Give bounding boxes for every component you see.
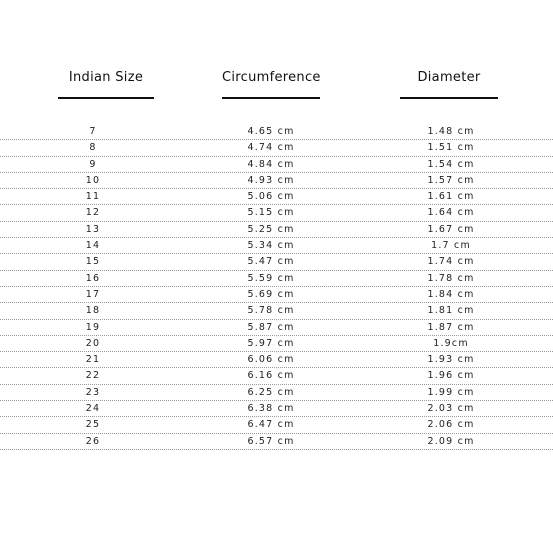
cell-circumference: 5.25 cm [247,223,295,235]
cell-indian-size: 25 [85,419,101,431]
table-row [0,254,553,270]
cell-indian-size: 22 [85,370,101,382]
column-header-label: Circumference [222,70,321,85]
table-row [0,352,553,368]
cell-indian-size: 7 [89,126,97,137]
cell-circumference: 6.47 cm [247,419,295,431]
cell-circumference: 5.59 cm [247,272,295,284]
table-row [0,287,553,303]
cell-indian-size: 26 [85,435,101,447]
cell-indian-size: 12 [85,207,101,219]
cell-diameter: 1.84 cm [427,288,475,300]
cell-circumference: 5.15 cm [247,207,295,219]
column-header-circumference [222,70,320,99]
column-header-label: Indian Size [68,70,144,85]
cell-indian-size: 14 [85,240,101,252]
cell-diameter: 1.99 cm [427,386,475,398]
table-row [0,173,553,189]
cell-circumference: 6.06 cm [247,354,295,366]
cell-diameter: 1.51 cm [427,142,475,154]
cell-indian-size: 8 [89,142,97,154]
cell-circumference: 5.06 cm [247,191,295,203]
cell-circumference: 6.25 cm [247,386,295,398]
cell-diameter: 2.09 cm [427,435,475,447]
cell-diameter: 1.81 cm [427,305,475,317]
cell-diameter: 1.57 cm [427,174,475,186]
cell-diameter: 2.06 cm [427,419,475,431]
cell-diameter: 1.93 cm [427,354,475,366]
cell-circumference: 5.69 cm [247,288,295,300]
cell-indian-size: 18 [85,305,101,317]
cell-circumference: 4.65 cm [247,126,295,137]
cell-indian-size: 13 [85,223,101,235]
cell-circumference: 5.34 cm [247,240,295,252]
cell-circumference: 4.93 cm [247,174,295,186]
column-header-label: Diameter [417,70,481,85]
table-row [0,401,553,417]
cell-circumference: 5.47 cm [247,256,295,268]
table-row [0,303,553,319]
table-row [0,140,553,156]
table-row [0,368,553,384]
table-header [0,0,553,110]
cell-indian-size: 10 [85,174,101,186]
cell-circumference: 4.74 cm [247,142,295,154]
cell-diameter: 1.67 cm [427,223,475,235]
cell-indian-size: 15 [85,256,101,268]
header-underline [222,97,320,99]
cell-diameter: 1.7 cm [431,240,471,252]
cell-diameter: 1.74 cm [427,256,475,268]
cell-circumference: 5.97 cm [247,337,295,349]
table-row [0,434,553,450]
column-header-diameter [400,70,498,99]
cell-diameter: 1.54 cm [427,158,475,170]
cell-indian-size: 9 [89,158,97,170]
table-row [0,157,553,173]
cell-circumference: 5.87 cm [247,321,295,333]
cell-indian-size: 21 [85,354,101,366]
table-row [0,417,553,433]
cell-circumference: 6.16 cm [247,370,295,382]
cell-diameter: 1.78 cm [427,272,475,284]
table-row [0,320,553,336]
cell-circumference: 6.57 cm [247,435,295,447]
cell-indian-size: 19 [85,321,101,333]
size-table [0,124,553,450]
header-underline [400,97,498,99]
cell-diameter: 1.87 cm [427,321,475,333]
column-header-indian-size [58,70,154,99]
table-row [0,189,553,205]
table-row [0,222,553,238]
cell-circumference: 4.84 cm [247,158,295,170]
table-row [0,238,553,254]
cell-indian-size: 11 [85,191,101,203]
table-row [0,336,553,352]
cell-indian-size: 17 [85,288,101,300]
cell-circumference: 5.78 cm [247,305,295,317]
table-row [0,271,553,287]
cell-diameter: 1.96 cm [427,370,475,382]
table-row [0,385,553,401]
cell-indian-size: 23 [85,386,101,398]
cell-diameter: 1.64 cm [427,207,475,219]
cell-diameter: 1.61 cm [427,191,475,203]
cell-circumference: 6.38 cm [247,403,295,415]
table-row [0,205,553,221]
header-underline [58,97,154,99]
cell-indian-size: 20 [85,337,101,349]
cell-indian-size: 24 [85,403,101,415]
cell-indian-size: 16 [85,272,101,284]
table-row [0,124,553,140]
cell-diameter: 2.03 cm [427,403,475,415]
cell-diameter: 1.48 cm [427,126,475,137]
cell-diameter: 1.9cm [433,337,469,349]
